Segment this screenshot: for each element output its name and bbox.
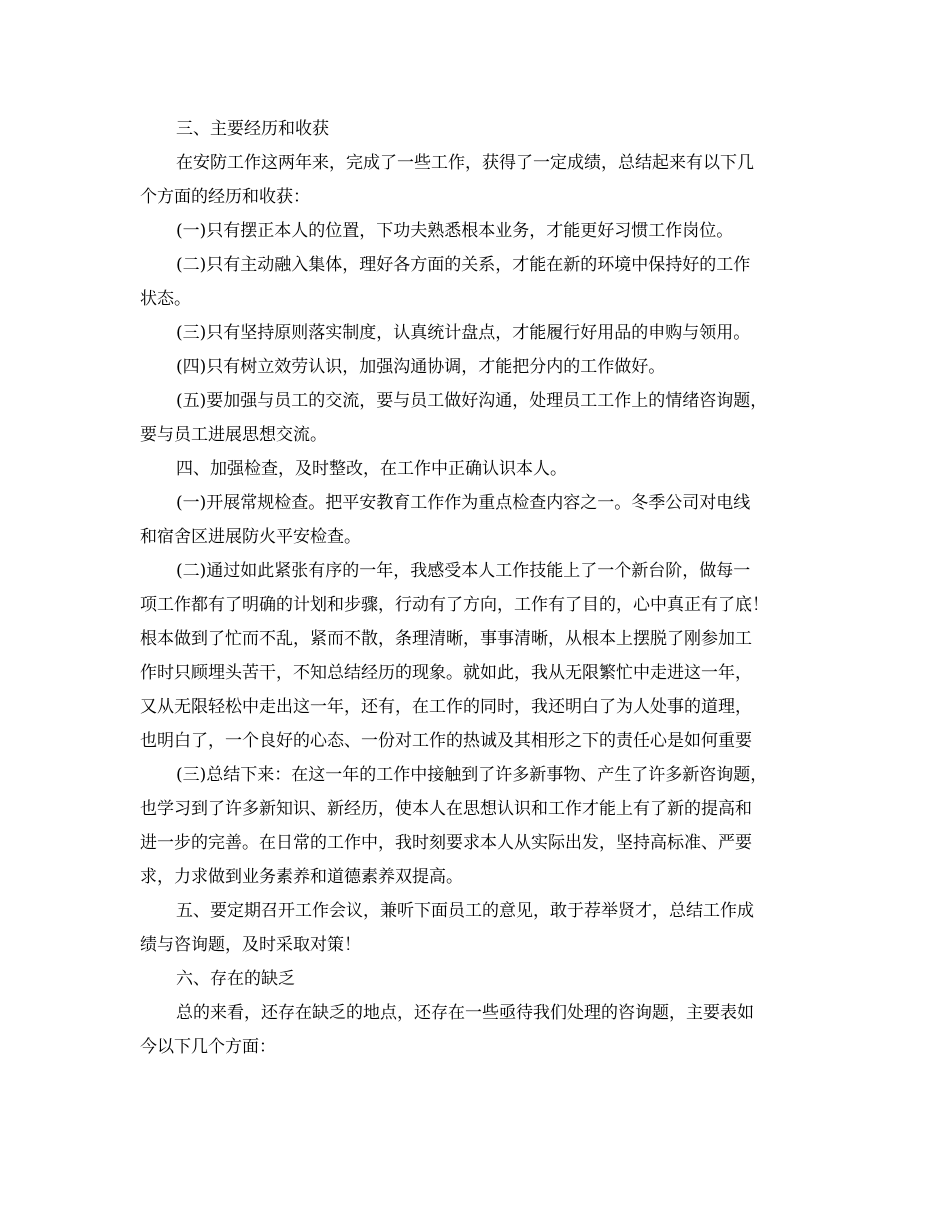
text-line: 四、加强检查，及时整改，在工作中正确认识本人。 bbox=[176, 459, 567, 479]
text-line: 六、存在的缺乏 bbox=[176, 969, 295, 989]
text-line: (一)只有摆正本人的位置，下功夫熟悉根本业务，才能更好习惯工作岗位。 bbox=[176, 221, 734, 241]
text-line: 项工作都有了明确的计划和步骤，行动有了方向，工作有了目的，心中真正有了底！ bbox=[140, 595, 769, 615]
text-line: (五)要加强与员工的交流，要与员工做好沟通，处理员工工作上的情绪咨询题， bbox=[176, 391, 768, 411]
text-line: 三、主要经历和收获 bbox=[176, 119, 329, 139]
text-line: 根本做到了忙而不乱，紧而不散，条理清晰，事事清晰，从根本上摆脱了刚参加工 bbox=[140, 629, 752, 649]
text-line: (三)总结下来：在这一年的工作中接触到了许多新事物、产生了许多新咨询题， bbox=[176, 765, 768, 785]
text-line: 在安防工作这两年来，完成了一些工作，获得了一定成绩，总结起来有以下几 bbox=[176, 153, 754, 173]
text-line: 求，力求做到业务素养和道德素养双提高。 bbox=[140, 867, 463, 887]
text-line: 绩与咨询题，及时采取对策！ bbox=[140, 935, 361, 955]
text-line: (四)只有树立效劳认识，加强沟通协调，才能把分内的工作做好。 bbox=[176, 357, 666, 377]
text-line: (二)通过如此紧张有序的一年，我感受本人工作技能上了一个新台阶，做每一 bbox=[176, 561, 751, 581]
text-line: 进一步的完善。在日常的工作中，我时刻要求本人从实际出发，坚持高标准、严要 bbox=[140, 833, 752, 853]
text-line: 个方面的经历和收获： bbox=[140, 187, 310, 207]
text-line: 要与员工进展思想交流。 bbox=[140, 425, 327, 445]
text-line: 总的来看，还存在缺乏的地点，还存在一些亟待我们处理的咨询题，主要表如 bbox=[176, 1003, 754, 1023]
text-line: 五、要定期召开工作会议，兼听下面员工的意见，敢于荐举贤才，总结工作成 bbox=[176, 901, 754, 921]
text-line: 也明白了，一个良好的心态、一份对工作的热诚及其相形之下的责任心是如何重要 bbox=[140, 731, 752, 751]
text-line: 和宿舍区进展防火平安检查。 bbox=[140, 527, 361, 547]
text-line: (一)开展常规检查。把平安教育工作作为重点检查内容之一。冬季公司对电线 bbox=[176, 493, 751, 513]
text-line: (三)只有坚持原则落实制度，认真统计盘点，才能履行好用品的申购与领用。 bbox=[176, 323, 751, 343]
document-page bbox=[140, 112, 810, 1064]
text-line: 又从无限轻松中走出这一年，还有，在工作的同时，我还明白了为人处事的道理， bbox=[140, 697, 752, 717]
text-line: 也学习到了许多新知识、新经历，使本人在思想认识和工作才能上有了新的提高和 bbox=[140, 799, 752, 819]
text-line: 状态。 bbox=[140, 289, 191, 309]
text-line: 今以下几个方面： bbox=[140, 1037, 276, 1057]
text-line: (二)只有主动融入集体，理好各方面的关系，才能在新的环境中保持好的工作 bbox=[176, 255, 751, 275]
text-line: 作时只顾埋头苦干，不知总结经历的现象。就如此，我从无限繁忙中走进这一年， bbox=[140, 663, 752, 683]
